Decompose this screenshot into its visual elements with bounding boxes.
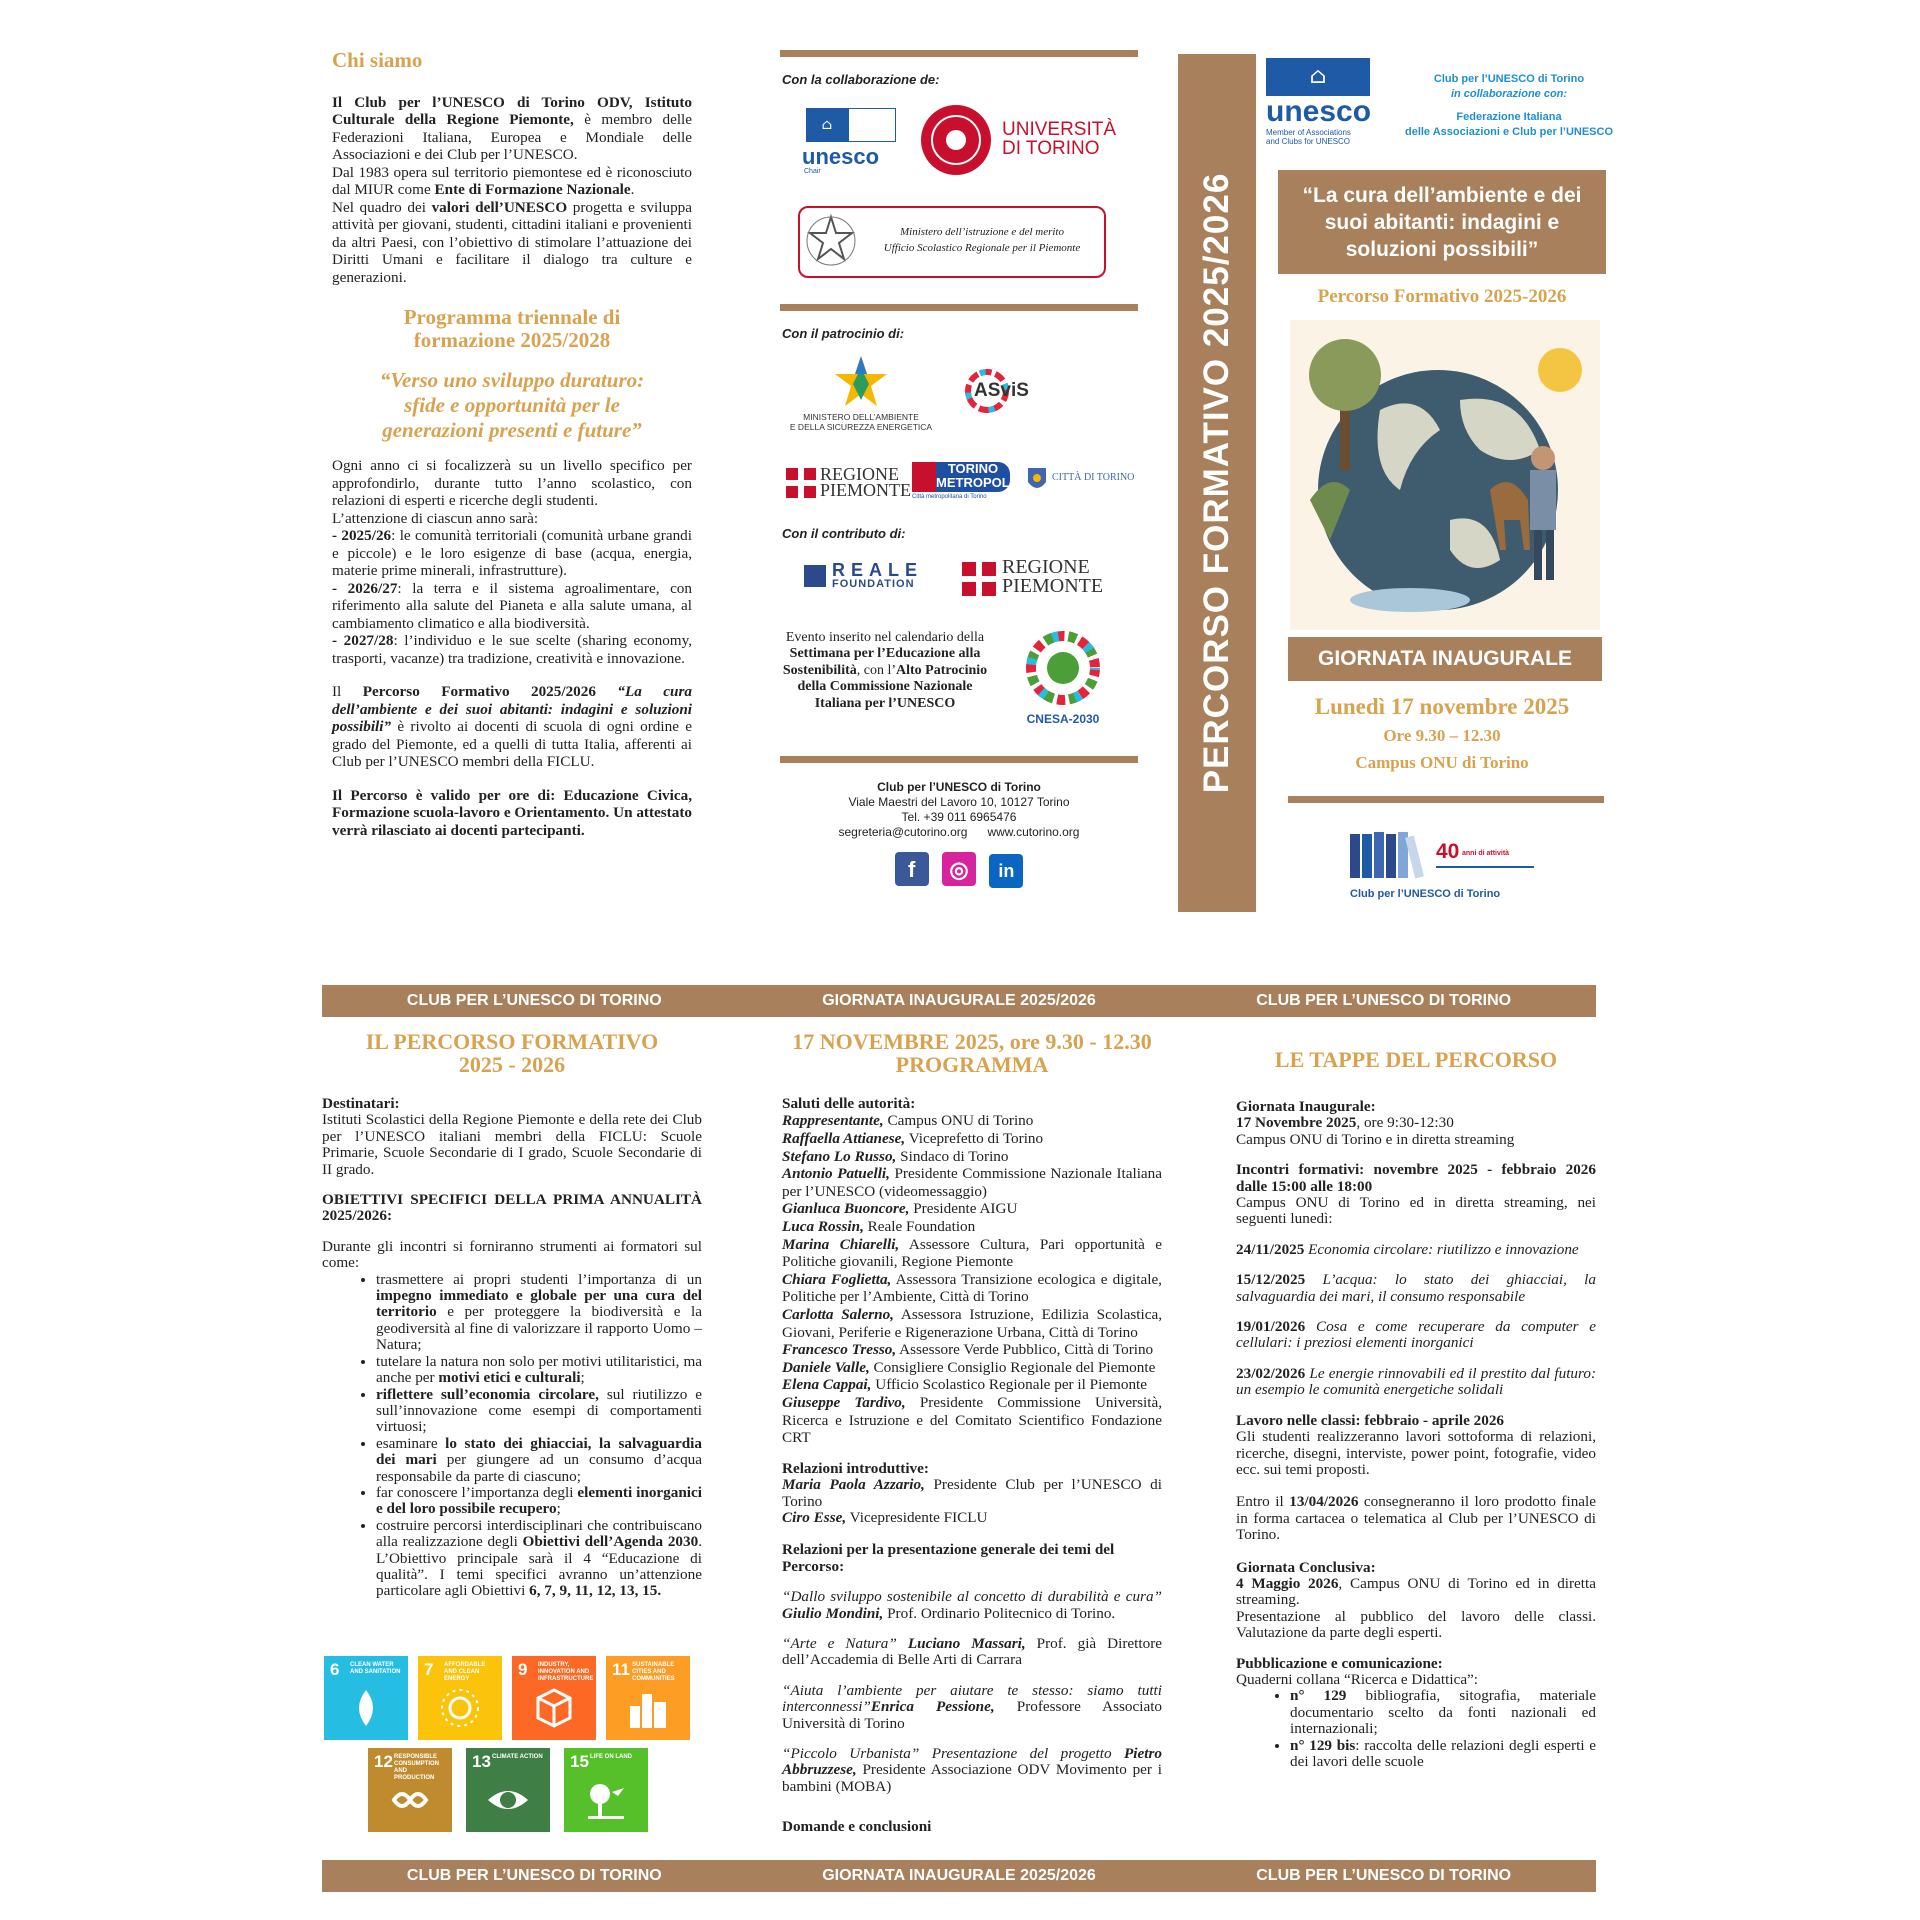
- programma-giorno-title: 17 NOVEMBRE 2025, ore 9.30 - 12.30 PROGRAMMA: [792, 1029, 1152, 1077]
- percorso-validity: Il Percorso è valido per ore di: Educazione Civica, Formazione scuola-lavoro e Orientamento. Un attestato verrà rilasciato ai docenti partecipanti.: [332, 786, 692, 839]
- sdg-15-tile: 15 LIFE ON LAND: [564, 1748, 648, 1832]
- tappa-consegna: Entro il 13/04/2026 consegneranno il loro prodotto finale in forma cartacea o telematica al Club per l’UNESCO di Torino.: [1236, 1493, 1597, 1544]
- linkedin-icon[interactable]: in: [989, 854, 1023, 888]
- incontro-topic: Cosa e come recuperare da computer e cellulari: i preziosi elementi inorganici: [1236, 1318, 1596, 1352]
- evento-note: Evento inserito nel calendario della Settimana per l’Educazione alla Sostenibilità, con l’Alto Patrocinio della Commissione Nazionale Italiana per l’UNESCO: [782, 630, 988, 711]
- tema-role: Prof. Ordinario Politecnico di Torino.: [883, 1604, 1116, 1622]
- list-item: • far conoscere l’importanza degli elementi inorganici e del loro possibile recupero;: [376, 1485, 702, 1518]
- vertical-title-band: [1178, 54, 1256, 912]
- tappe-title: LE TAPPE DEL PERCORSO: [1274, 1047, 1558, 1072]
- saluti-label: Saluti delle autorità:: [782, 1095, 916, 1112]
- cover-place: Campus ONU di Torino: [1355, 753, 1529, 772]
- bottom-strip-right: CLUB PER L’UNESCO DI TORINO: [1256, 1867, 1512, 1884]
- obiettivi-title: OBIETTIVI SPECIFICI DELLA PRIMA ANNUALITÀ 2025/2026:: [322, 1191, 702, 1225]
- authority-role: Presidente Commissione Università, Ricerca e Istruzione e del Comitato Scientifico Fondazione CRT: [782, 1393, 1163, 1447]
- list-item: • trasmettere ai propri studenti l’importanza di un impegno immediato e globale per una cura del territorio e per proteggere la biodiversità e la geodiversità al fine di valorizzare il rapporto Uomo – Natura;: [376, 1272, 702, 1354]
- programma-year-1: - 2025/26: le comunità territoriali (comunità urbane grandi e piccole) e le loro esigenze di base (acqua, energia, materie prime minerali, infrastrutture).: [332, 527, 692, 579]
- sdg-13-tile: 13 CLIMATE ACTION: [466, 1748, 550, 1832]
- authority-item: [782, 1236, 1162, 1271]
- contacts-block: [780, 780, 1138, 888]
- facebook-icon[interactable]: f: [895, 852, 929, 886]
- incontro-date-item: [1236, 1242, 1596, 1258]
- tema-role: Presidente Associazione ODV Movimento per i bambini (MOBA): [782, 1761, 1162, 1795]
- list-item: • n° 129 bis: raccolta delle relazioni degli esperti e dei lavori delle scuole: [1290, 1738, 1596, 1771]
- tema-title: “Arte e Natura”: [782, 1634, 897, 1652]
- authority-item: [782, 1200, 1162, 1218]
- authority-name: Carlotta Salerno,: [782, 1305, 894, 1323]
- authority-item: [782, 1165, 1162, 1200]
- incontro-topic: L’acqua: lo stato dei ghiacciai, la salvaguardia dei mari, il consumo responsabile: [1236, 1271, 1596, 1305]
- authority-role: Viceprefetto di Torino: [905, 1130, 1044, 1147]
- tema-speaker: Pietro Abbruzzese,: [782, 1744, 1162, 1779]
- italian-emblem-icon: [806, 213, 856, 269]
- chi-siamo-paragraph-1: Il Club per l’UNESCO di Torino ODV, Istituto Culturale della Regione Piemonte, è membro delle Federazioni Italiana, Europea e Mondiale delle Associazioni e dei Club per l’UNESCO.: [332, 93, 693, 163]
- authority-role: Presidente AIGU: [909, 1200, 1018, 1218]
- unito-seal-icon: [920, 104, 992, 176]
- authority-name: Francesco Tresso,: [782, 1341, 897, 1359]
- authority-role: Campus ONU di Torino: [883, 1112, 1034, 1130]
- sun-power-icon: [438, 1686, 482, 1730]
- piemonte-flag-icon: [786, 468, 816, 498]
- bottom-strip-left: CLUB PER L’UNESCO DI TORINO: [406, 1867, 662, 1884]
- authority-item: [782, 1394, 1162, 1447]
- tappe-panel: [1236, 1048, 1596, 1770]
- obiettivi-intro: Durante gli incontri si forniranno strumenti ai formatori sul come:: [322, 1237, 702, 1272]
- top-strip-center: GIORNATA INAUGURALE 2025/2026: [822, 992, 1096, 1009]
- mase-star-icon: [833, 354, 889, 408]
- authority-name: Luca Rossin,: [782, 1217, 864, 1235]
- sdg-7-tile: 7 AFFORDABLE AND CLEAN ENERGY: [418, 1656, 502, 1740]
- top-strip-left: CLUB PER L’UNESCO DI TORINO: [406, 992, 662, 1009]
- incontro-date-item: [1236, 1319, 1596, 1352]
- authority-name: Rappresentante,: [782, 1112, 884, 1130]
- relazioni-introduttive-label: Relazioni introduttive:: [782, 1459, 929, 1477]
- programma-year-2: - 2026/27: la terra e il sistema agroalimentare, con riferimento alla salute del Pianeta e alla salute umana, al cambiamento climatico e alla biodiversità.: [332, 579, 692, 632]
- tema-title: “Aiuta l’ambiente per aiutare te stesso: siamo tutti interconnessi”: [782, 1681, 1162, 1716]
- tema-item: [782, 1746, 1162, 1795]
- earth-illustration: [1290, 320, 1600, 630]
- authority-name: Stefano Lo Russo,: [782, 1147, 897, 1165]
- authority-role: Reale Foundation: [863, 1217, 976, 1235]
- authority-item: [782, 1341, 1162, 1359]
- tema-title: “Dallo sviluppo sostenibile al concetto di durabilità e cura”: [782, 1588, 1162, 1606]
- tappa-lavoro: Lavoro nelle classi: febbraio - aprile 2026 Gli studenti realizzeranno lavori sottoforma di relazioni, ricerche, disegni, interviste, power point, fotografie, video ecc. sui temi proposti.: [1236, 1411, 1596, 1478]
- unesco-chair-logo: ⌂ unesco Chair: [802, 106, 902, 176]
- pubblicazione: Pubblicazione e comunicazione: Quaderni collana “Ricerca e Didattica”:: [1236, 1654, 1479, 1688]
- authority-role: Assessore Cultura, Pari opportunità e Politiche giovanili, Regione Piemonte: [782, 1235, 1163, 1271]
- percorso-description: Il Percorso Formativo 2025/2026 “La cura dell’ambiente e dei suoi abitanti: indagini e soluzioni possibili” è rivolto ai docenti di scuola di ogni ordine e grado del Piemonte, ed a quelli di tutta Italia, afferenti ai Club per l’UNESCO membri della FICLU.: [332, 683, 693, 770]
- tema-speaker: Enrica Pessione,: [870, 1698, 995, 1716]
- temi-list: [782, 1589, 1162, 1795]
- authority-name: Raffaella Attianese,: [782, 1130, 906, 1147]
- tema-item: [782, 1636, 1162, 1669]
- incontro-topic: Le energie rinnovabili ed il prestito dal futuro: un esempio le comunità energetiche solidali: [1236, 1364, 1596, 1399]
- authority-item: [782, 1218, 1162, 1236]
- authority-item: [782, 1376, 1162, 1394]
- percorso-title: IL PERCORSO FORMATIVO 2025 - 2026: [365, 1029, 659, 1077]
- incontro-date-item: [1236, 1272, 1596, 1305]
- sdg-6-tile: 6 CLEAN WATER AND SANITATION: [324, 1656, 408, 1740]
- programma-year-3: - 2027/28: l’individuo e le sue scelte (sharing economy, trasporti, vacanze) tra tradizione, creatività e innovazione.: [332, 632, 693, 667]
- relazioni-introduttive-list: [782, 1477, 1162, 1526]
- contributo-label: Con il contributo di:: [782, 526, 906, 541]
- middle-divider: [780, 304, 1138, 311]
- destinatari: Destinatari: Istituti Scolastici della Regione Piemonte e della rete dei Club per l’UNESCO italiani membri della FICLU: Scuole Primarie, Scuole Secondarie di I grado, Scuole Secondarie di II grado.: [322, 1095, 702, 1178]
- pubblicazioni-list: [1236, 1688, 1596, 1770]
- mase-logo: MINISTERO DELL’AMBIENTE E DELLA SICUREZZA ENERGETICA: [786, 354, 936, 434]
- authority-role: Consigliere Consiglio Regionale del Piemonte: [869, 1358, 1156, 1376]
- eye-earth-icon: [486, 1778, 530, 1822]
- cover-club-collab: Club per l’UNESCO di Torino in collaborazione con: Federazione Italiana delle Associazioni e Club per l’UNESCO: [1404, 73, 1614, 138]
- tema-role: Prof. già Direttore dell’Accademia di Belle Arti di Carrara: [782, 1634, 1162, 1669]
- authority-item: [782, 1112, 1162, 1130]
- patrocinio-label: Con il patrocinio di:: [782, 326, 905, 341]
- city-icon: [626, 1686, 670, 1730]
- chi-siamo-panel: [332, 48, 693, 839]
- chi-siamo-paragraph-2: Dal 1983 opera sul territorio piemontese ed è riconosciuto dal MIUR come Ente di Formazione Nazionale.: [332, 163, 692, 198]
- temple-icon: ⌂: [806, 108, 848, 142]
- authority-name: Elena Cappai,: [782, 1376, 872, 1394]
- tema-title: “Piccolo Urbanista” Presentazione del progetto: [782, 1744, 1112, 1762]
- incontro-date: 19/01/2026: [1236, 1318, 1306, 1336]
- authority-name: Gianluca Buoncore,: [782, 1200, 910, 1218]
- unito-logo: UNIVERSITÀ DI TORINO: [920, 104, 1110, 176]
- sdg-11-tile: 11 SUSTAINABLE CITIES AND COMMUNITIES: [606, 1656, 690, 1740]
- citta-torino-logo: CITTÀ DI TORINO: [1026, 464, 1142, 498]
- cnesa-ring-icon: [1023, 628, 1103, 708]
- intro-item: [782, 1477, 1162, 1510]
- sdg-12-tile: 12 RESPONSIBLE CONSUMPTION AND PRODUCTION: [368, 1748, 452, 1832]
- authority-name: Chiara Foglietta,: [782, 1270, 892, 1288]
- programma-giorno-panel: [782, 1030, 1162, 1836]
- tree-bird-icon: [584, 1778, 628, 1822]
- cover-event-info: [1278, 692, 1606, 776]
- temi-label: Relazioni per la presentazione generale dei temi del Percorso:: [782, 1541, 1115, 1575]
- tappa-conclusiva: Giornata Conclusiva: 4 Maggio 2026, Campus ONU di Torino ed in diretta streaming. Presentazione al pubblico del lavoro delle classi. Valutazione da parte degli esperti.: [1236, 1558, 1596, 1642]
- list-item: • tutelare la natura non solo per motivi utilitaristici, ma anche per motivi etici e culturali;: [376, 1354, 702, 1387]
- intro-name: Maria Paola Azzario,: [782, 1476, 925, 1494]
- cubes-icon: [532, 1686, 576, 1730]
- authority-name: Marina Chiarelli,: [782, 1235, 900, 1253]
- asvis-logo: ASviS: [964, 368, 1074, 414]
- intro-role: Presidente Club per l’UNESCO di Torino: [782, 1476, 1162, 1510]
- cover-title: “La cura dell’ambiente e dei suoi abitanti: indagini e soluzioni possibili”: [1278, 170, 1606, 274]
- bottom-divider: [780, 756, 1138, 763]
- intro-name: Ciro Esse,: [782, 1508, 847, 1526]
- authority-item: [782, 1271, 1162, 1306]
- incontri-dates-list: [1236, 1242, 1596, 1399]
- reale-foundation-logo: REALE FOUNDATION: [804, 562, 934, 592]
- programma-attention: L’attenzione di ciascun anno sarà:: [332, 509, 539, 527]
- contacts-name: Club per l’UNESCO di Torino: [877, 780, 1041, 794]
- authority-role: Assessora Istruzione, Edilizia Scolastica, Giovani, Periferie e Rigenerazione Urbana, Città di Torino: [782, 1305, 1163, 1341]
- chair-emblem-icon: [848, 108, 896, 142]
- top-strip-right: CLUB PER L’UNESCO DI TORINO: [1256, 992, 1512, 1009]
- cover-subtitle: Percorso Formativo 2025-2026: [1317, 286, 1567, 307]
- authority-item: [782, 1306, 1162, 1341]
- authority-name: Giuseppe Tardivo,: [782, 1393, 906, 1411]
- collab-label: Con la collaborazione de:: [782, 72, 940, 87]
- tema-role: Professore Associato Università di Torino: [782, 1698, 1163, 1732]
- programma-title: Programma triennale di formazione 2025/2028: [403, 305, 621, 352]
- chi-siamo-paragraph-3: Nel quadro dei valori dell’UNESCO progetta e sviluppa attività per giovani, studenti, cittadini italiani e provenienti da altri Paesi, con l’obiettivo di stimolare l’attuazione dei Diritti Umani e facilitare il dialogo tra culture e generazioni.: [332, 198, 693, 286]
- authority-role: Presidente Commissione Nazionale Italiana per l’UNESCO (videomessaggio): [782, 1165, 1162, 1200]
- authorities-list: [782, 1112, 1162, 1446]
- contacts-email[interactable]: segreteria@cutorino.org: [838, 825, 968, 839]
- contacts-website[interactable]: www.cutorino.org: [987, 825, 1080, 839]
- torino-shield-icon: [1026, 464, 1048, 494]
- obiettivi-list: [322, 1272, 702, 1600]
- list-item: • esaminare lo stato dei ghiacciai, la salvaguardia dei mari per giungere ad un consumo d’acqua responsabile da parte di ciascuno;: [376, 1436, 702, 1485]
- closing: Domande e conclusioni: [782, 1818, 932, 1836]
- vertical-title: PERCORSO FORMATIVO 2025/2026: [1197, 172, 1236, 794]
- tema-item: [782, 1683, 1162, 1732]
- incontro-date: 23/02/2026: [1236, 1364, 1306, 1382]
- top-strip: [322, 985, 1596, 1017]
- programma-motto: “Verso uno sviluppo duraturo: sfide e opportunità per le generazioni presenti e future”: [379, 368, 645, 442]
- infinity-icon: [388, 1778, 432, 1822]
- top-divider: [780, 50, 1138, 57]
- ministero-istruzione-logo: Ministero dell’istruzione e del merito Ufficio Scolastico Regionale per il Piemonte: [798, 206, 1106, 278]
- incontro-date-item: [1236, 1366, 1596, 1399]
- list-item: • n° 129 bibliografia, sitografia, materiale documentario scelto da fonti nazionali ed internazionali;: [1290, 1688, 1596, 1737]
- instagram-icon[interactable]: ◎: [942, 852, 976, 886]
- tappa-incontri: Incontri formativi: novembre 2025 - febbraio 2026 dalle 15:00 alle 18:00 Campus ONU di Torino ed in diretta streaming, nei seguenti lunedì:: [1236, 1161, 1596, 1228]
- incontro-topic: Economia circolare: riutilizzo e innovazione: [1304, 1240, 1579, 1258]
- regione-piemonte-logo: REGIONE PIEMONTE: [786, 464, 906, 504]
- incontro-date: 24/11/2025: [1236, 1240, 1305, 1258]
- contacts-address: Viale Maestri del Lavoro 10, 10127 Torino: [848, 795, 1070, 809]
- cnesa-logo: CNESA-2030: [1018, 628, 1108, 732]
- forty-years-logo: 40 anni di attività Club per l’UNESCO di Torino: [1346, 830, 1536, 906]
- authority-item: [782, 1148, 1162, 1166]
- earth-care-illustration-icon: [1290, 320, 1600, 630]
- cover-date: Lunedì 17 novembre 2025: [1314, 694, 1570, 719]
- tappa-inaugurale: Giornata Inaugurale: 17 Novembre 2025, ore 9:30-12:30 Campus ONU di Torino e in diretta streaming: [1236, 1098, 1515, 1148]
- tema-speaker: Luciano Massari,: [896, 1634, 1026, 1652]
- cover-divider: [1288, 796, 1604, 803]
- intro-role: Vicepresidente FICLU: [846, 1508, 988, 1526]
- authority-name: Antonio Patuelli,: [782, 1165, 890, 1183]
- list-item: • costruire percorsi interdisciplinari che contribuiscano alla realizzazione degli Obiettivi dell’Agenda 2030. L’Obiettivo principale sarà il 4 “Educazione di qualità”. I temi specifici avranno un’attenzione particolare agli Obiettivi 6, 7, 9, 11, 12, 13, 15.: [376, 1518, 702, 1600]
- water-drop-icon: [344, 1686, 388, 1730]
- authority-role: Ufficio Scolastico Regionale per il Piemonte: [871, 1376, 1148, 1394]
- tema-speaker: Giulio Mondini,: [782, 1604, 884, 1622]
- intro-item: [782, 1510, 1162, 1526]
- authority-item: [782, 1130, 1162, 1148]
- authority-item: [782, 1359, 1162, 1377]
- percorso-panel: [322, 1030, 702, 1600]
- regione-piemonte-contributo-logo: REGIONE PIEMONTE: [962, 558, 1092, 598]
- authority-role: Assessore Verde Pubblico, Città di Torino: [896, 1341, 1154, 1359]
- contacts-phone: Tel. +39 011 6965476: [901, 810, 1017, 824]
- bottom-strip-center: GIORNATA INAUGURALE 2025/2026: [822, 1867, 1096, 1884]
- piemonte-flag-icon: [962, 562, 996, 596]
- authority-name: Daniele Valle,: [782, 1358, 870, 1376]
- bottom-strip: [322, 1860, 1596, 1892]
- reale-emblem-icon: [804, 565, 826, 587]
- unesco-logo: ⌂ unesco Member of Associations and Clubs for UNESCO: [1266, 58, 1376, 154]
- chi-siamo-title: Chi siamo: [332, 48, 423, 72]
- tema-item: [782, 1589, 1162, 1622]
- list-item: • riflettere sull’economia circolare, sul riutilizzo e sull’innovazione come esempi di comportamenti virtuosi;: [376, 1387, 702, 1436]
- cover-time: Ore 9.30 – 12.30: [1383, 726, 1501, 745]
- programma-intro: Ogni anno ci si focalizzerà su un livello specifico per approfondirlo, durante tutto l’anno scolastico, con relazioni di esperti e ricerche degli studenti.: [332, 457, 692, 509]
- authority-role: Assessora Transizione ecologica e digitale, Politiche per l’Ambiente, Città di Torino: [782, 1270, 1162, 1306]
- authority-role: Sindaco di Torino: [896, 1147, 1009, 1165]
- temple-icon: ⌂: [1266, 58, 1370, 96]
- sdg-9-tile: 9 INDUSTRY, INNOVATION AND INFRASTRUCTURE: [512, 1656, 596, 1740]
- torino-metropoli-logo: TORINO METROPOLI Città metropolitana di Torino: [912, 461, 1014, 500]
- giornata-inaugurale-label: GIORNATA INAUGURALE: [1288, 637, 1602, 681]
- incontro-date: 15/12/2025: [1236, 1271, 1306, 1289]
